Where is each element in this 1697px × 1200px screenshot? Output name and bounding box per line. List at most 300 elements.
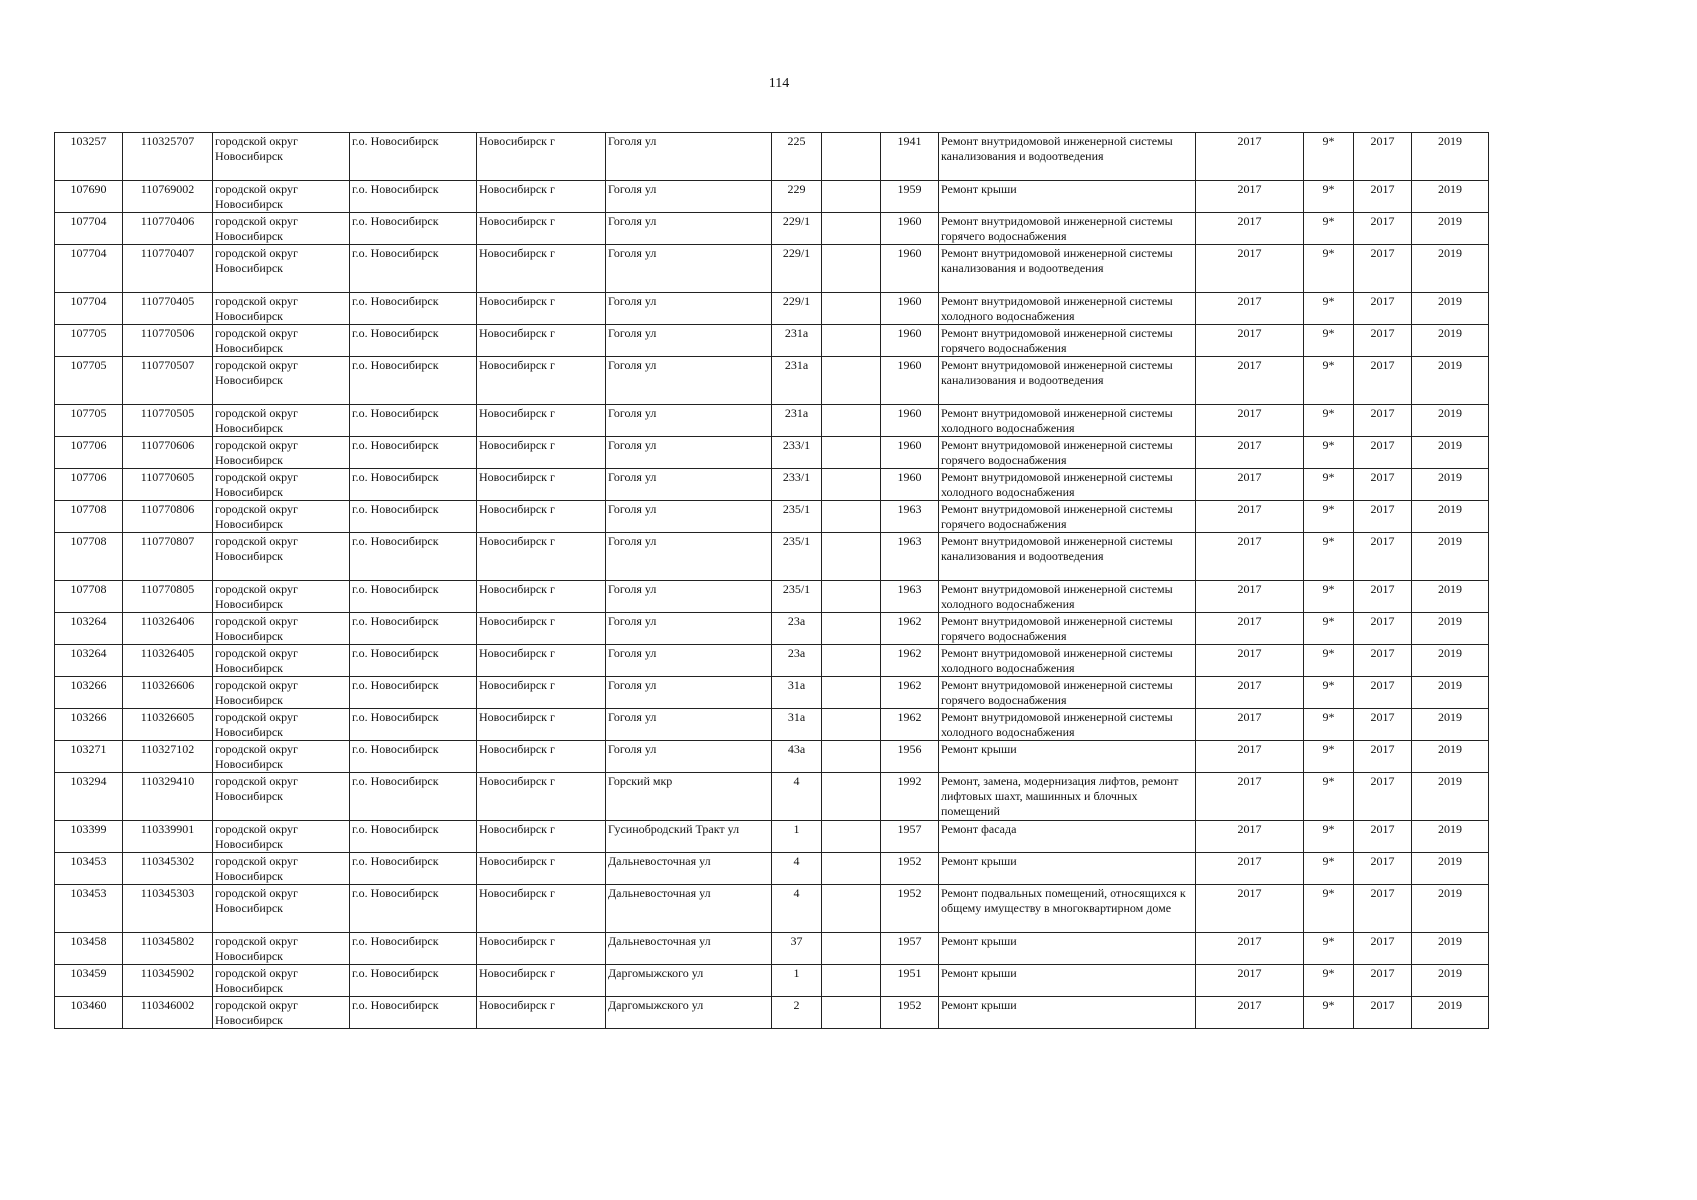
building-block-cell: [822, 501, 881, 533]
end-year-cell: 2019: [1412, 533, 1489, 581]
mark-cell: 9*: [1304, 821, 1354, 853]
work-code-cell: 110770507: [123, 357, 213, 405]
build-year-cell: 1959: [881, 181, 939, 213]
work-type-cell: Ремонт внутридомовой инженерной системы канализования и водоотведения: [939, 245, 1196, 293]
plan-year-cell: 2017: [1196, 613, 1304, 645]
mark-cell: 9*: [1304, 581, 1354, 613]
table-row: [55, 501, 1489, 533]
build-year-cell: 1963: [881, 501, 939, 533]
end-year-cell: 2019: [1412, 613, 1489, 645]
street-cell: Гоголя ул: [606, 533, 772, 581]
municipal-entity-cell: г.о. Новосибирск: [350, 501, 477, 533]
building-block-cell: [822, 773, 881, 821]
work-code-cell: 110770506: [123, 325, 213, 357]
building-block-cell: [822, 613, 881, 645]
municipal-district-cell: городской округ Новосибирск: [213, 293, 350, 325]
street-cell: Дальневосточная ул: [606, 885, 772, 933]
end-year-cell: 2019: [1412, 773, 1489, 821]
plan-year-cell: 2017: [1196, 709, 1304, 741]
start-year-cell: 2017: [1354, 581, 1412, 613]
work-type-cell: Ремонт внутридомовой инженерной системы горячего водоснабжения: [939, 613, 1196, 645]
table-row: [55, 245, 1489, 293]
municipal-district-cell: городской округ Новосибирск: [213, 933, 350, 965]
plan-year-cell: 2017: [1196, 645, 1304, 677]
plan-year-cell: 2017: [1196, 933, 1304, 965]
work-code-cell: 110329410: [123, 773, 213, 821]
municipal-district-cell: городской округ Новосибирск: [213, 357, 350, 405]
building-block-cell: [822, 677, 881, 709]
municipal-district-cell: городской округ Новосибирск: [213, 885, 350, 933]
settlement-cell: Новосибирск г: [477, 133, 606, 181]
mark-cell: 9*: [1304, 245, 1354, 293]
table-row: [55, 885, 1489, 933]
plan-year-cell: 2017: [1196, 469, 1304, 501]
work-code-cell: 110770505: [123, 405, 213, 437]
plan-year-cell: 2017: [1196, 213, 1304, 245]
table-row: [55, 293, 1489, 325]
house-number-cell: 231а: [772, 357, 822, 405]
building-block-cell: [822, 645, 881, 677]
mark-cell: 9*: [1304, 965, 1354, 997]
record-id-cell: 107705: [55, 325, 123, 357]
build-year-cell: 1941: [881, 133, 939, 181]
end-year-cell: 2019: [1412, 645, 1489, 677]
work-code-cell: 110327102: [123, 741, 213, 773]
table-row: [55, 613, 1489, 645]
build-year-cell: 1962: [881, 709, 939, 741]
table-row: [55, 181, 1489, 213]
house-number-cell: 43а: [772, 741, 822, 773]
record-id-cell: 107706: [55, 437, 123, 469]
work-code-cell: 110345902: [123, 965, 213, 997]
municipal-district-cell: городской округ Новосибирск: [213, 469, 350, 501]
end-year-cell: 2019: [1412, 741, 1489, 773]
municipal-district-cell: городской округ Новосибирск: [213, 965, 350, 997]
municipal-entity-cell: г.о. Новосибирск: [350, 133, 477, 181]
mark-cell: 9*: [1304, 501, 1354, 533]
work-type-cell: Ремонт внутридомовой инженерной системы канализования и водоотведения: [939, 533, 1196, 581]
settlement-cell: Новосибирск г: [477, 741, 606, 773]
end-year-cell: 2019: [1412, 933, 1489, 965]
municipal-entity-cell: г.о. Новосибирск: [350, 437, 477, 469]
mark-cell: 9*: [1304, 677, 1354, 709]
work-code-cell: 110770806: [123, 501, 213, 533]
settlement-cell: Новосибирск г: [477, 965, 606, 997]
end-year-cell: 2019: [1412, 501, 1489, 533]
work-type-cell: Ремонт внутридомовой инженерной системы холодного водоснабжения: [939, 645, 1196, 677]
work-type-cell: Ремонт внутридомовой инженерной системы горячего водоснабжения: [939, 501, 1196, 533]
municipal-district-cell: городской округ Новосибирск: [213, 773, 350, 821]
street-cell: Гоголя ул: [606, 181, 772, 213]
street-cell: Гоголя ул: [606, 709, 772, 741]
work-type-cell: Ремонт внутридомовой инженерной системы канализования и водоотведения: [939, 357, 1196, 405]
build-year-cell: 1992: [881, 773, 939, 821]
start-year-cell: 2017: [1354, 965, 1412, 997]
plan-year-cell: 2017: [1196, 437, 1304, 469]
end-year-cell: 2019: [1412, 853, 1489, 885]
end-year-cell: 2019: [1412, 405, 1489, 437]
mark-cell: 9*: [1304, 213, 1354, 245]
record-id-cell: 107704: [55, 213, 123, 245]
repair-register-table: [54, 132, 1489, 1029]
settlement-cell: Новосибирск г: [477, 997, 606, 1029]
start-year-cell: 2017: [1354, 885, 1412, 933]
house-number-cell: 37: [772, 933, 822, 965]
work-code-cell: 110326606: [123, 677, 213, 709]
plan-year-cell: 2017: [1196, 133, 1304, 181]
street-cell: Гоголя ул: [606, 357, 772, 405]
settlement-cell: Новосибирск г: [477, 773, 606, 821]
building-block-cell: [822, 245, 881, 293]
record-id-cell: 103257: [55, 133, 123, 181]
work-type-cell: Ремонт внутридомовой инженерной системы горячего водоснабжения: [939, 677, 1196, 709]
street-cell: Гоголя ул: [606, 325, 772, 357]
end-year-cell: 2019: [1412, 885, 1489, 933]
record-id-cell: 103458: [55, 933, 123, 965]
municipal-entity-cell: г.о. Новосибирск: [350, 293, 477, 325]
building-block-cell: [822, 469, 881, 501]
build-year-cell: 1960: [881, 293, 939, 325]
municipal-entity-cell: г.о. Новосибирск: [350, 773, 477, 821]
end-year-cell: 2019: [1412, 709, 1489, 741]
record-id-cell: 103266: [55, 677, 123, 709]
building-block-cell: [822, 437, 881, 469]
start-year-cell: 2017: [1354, 533, 1412, 581]
record-id-cell: 103264: [55, 613, 123, 645]
build-year-cell: 1962: [881, 645, 939, 677]
settlement-cell: Новосибирск г: [477, 469, 606, 501]
municipal-entity-cell: г.о. Новосибирск: [350, 965, 477, 997]
plan-year-cell: 2017: [1196, 181, 1304, 213]
building-block-cell: [822, 357, 881, 405]
street-cell: Гоголя ул: [606, 741, 772, 773]
street-cell: Дальневосточная ул: [606, 853, 772, 885]
work-code-cell: 110326405: [123, 645, 213, 677]
street-cell: Гоголя ул: [606, 133, 772, 181]
work-code-cell: 110326605: [123, 709, 213, 741]
plan-year-cell: 2017: [1196, 293, 1304, 325]
start-year-cell: 2017: [1354, 821, 1412, 853]
start-year-cell: 2017: [1354, 645, 1412, 677]
end-year-cell: 2019: [1412, 437, 1489, 469]
work-code-cell: 110770606: [123, 437, 213, 469]
start-year-cell: 2017: [1354, 501, 1412, 533]
building-block-cell: [822, 965, 881, 997]
table-row: [55, 853, 1489, 885]
start-year-cell: 2017: [1354, 709, 1412, 741]
mark-cell: 9*: [1304, 709, 1354, 741]
work-type-cell: Ремонт внутридомовой инженерной системы холодного водоснабжения: [939, 405, 1196, 437]
end-year-cell: 2019: [1412, 293, 1489, 325]
table-body: [55, 133, 1489, 1029]
end-year-cell: 2019: [1412, 245, 1489, 293]
settlement-cell: Новосибирск г: [477, 821, 606, 853]
work-code-cell: 110770405: [123, 293, 213, 325]
record-id-cell: 103453: [55, 885, 123, 933]
settlement-cell: Новосибирск г: [477, 533, 606, 581]
build-year-cell: 1951: [881, 965, 939, 997]
work-code-cell: 110770605: [123, 469, 213, 501]
work-type-cell: Ремонт крыши: [939, 997, 1196, 1029]
work-type-cell: Ремонт подвальных помещений, относящихся к общему имуществу в многоквартирном доме: [939, 885, 1196, 933]
municipal-district-cell: городской округ Новосибирск: [213, 533, 350, 581]
street-cell: Дальневосточная ул: [606, 933, 772, 965]
plan-year-cell: 2017: [1196, 581, 1304, 613]
municipal-district-cell: городской округ Новосибирск: [213, 997, 350, 1029]
house-number-cell: 1: [772, 821, 822, 853]
plan-year-cell: 2017: [1196, 965, 1304, 997]
municipal-district-cell: городской округ Новосибирск: [213, 677, 350, 709]
building-block-cell: [822, 709, 881, 741]
building-block-cell: [822, 853, 881, 885]
work-code-cell: 110345303: [123, 885, 213, 933]
end-year-cell: 2019: [1412, 469, 1489, 501]
record-id-cell: 107705: [55, 405, 123, 437]
work-type-cell: Ремонт крыши: [939, 181, 1196, 213]
settlement-cell: Новосибирск г: [477, 677, 606, 709]
start-year-cell: 2017: [1354, 133, 1412, 181]
table-row: [55, 773, 1489, 821]
start-year-cell: 2017: [1354, 437, 1412, 469]
street-cell: Гоголя ул: [606, 293, 772, 325]
table-row: [55, 677, 1489, 709]
house-number-cell: 23а: [772, 645, 822, 677]
settlement-cell: Новосибирск г: [477, 245, 606, 293]
municipal-district-cell: городской округ Новосибирск: [213, 821, 350, 853]
plan-year-cell: 2017: [1196, 853, 1304, 885]
settlement-cell: Новосибирск г: [477, 325, 606, 357]
work-code-cell: 110346002: [123, 997, 213, 1029]
work-type-cell: Ремонт крыши: [939, 741, 1196, 773]
work-code-cell: 110769002: [123, 181, 213, 213]
record-id-cell: 107706: [55, 469, 123, 501]
mark-cell: 9*: [1304, 437, 1354, 469]
end-year-cell: 2019: [1412, 677, 1489, 709]
municipal-entity-cell: г.о. Новосибирск: [350, 533, 477, 581]
record-id-cell: 103294: [55, 773, 123, 821]
start-year-cell: 2017: [1354, 245, 1412, 293]
record-id-cell: 107704: [55, 293, 123, 325]
house-number-cell: 4: [772, 853, 822, 885]
house-number-cell: 235/1: [772, 581, 822, 613]
mark-cell: 9*: [1304, 853, 1354, 885]
table-row: [55, 581, 1489, 613]
municipal-district-cell: городской округ Новосибирск: [213, 405, 350, 437]
end-year-cell: 2019: [1412, 325, 1489, 357]
mark-cell: 9*: [1304, 469, 1354, 501]
start-year-cell: 2017: [1354, 933, 1412, 965]
build-year-cell: 1952: [881, 853, 939, 885]
building-block-cell: [822, 133, 881, 181]
building-block-cell: [822, 293, 881, 325]
municipal-district-cell: городской округ Новосибирск: [213, 245, 350, 293]
house-number-cell: 231а: [772, 405, 822, 437]
record-id-cell: 107705: [55, 357, 123, 405]
settlement-cell: Новосибирск г: [477, 709, 606, 741]
municipal-entity-cell: г.о. Новосибирск: [350, 741, 477, 773]
mark-cell: 9*: [1304, 997, 1354, 1029]
mark-cell: 9*: [1304, 405, 1354, 437]
table-row: [55, 405, 1489, 437]
municipal-district-cell: городской округ Новосибирск: [213, 709, 350, 741]
house-number-cell: 233/1: [772, 437, 822, 469]
building-block-cell: [822, 405, 881, 437]
work-code-cell: 110770805: [123, 581, 213, 613]
building-block-cell: [822, 741, 881, 773]
municipal-entity-cell: г.о. Новосибирск: [350, 213, 477, 245]
work-type-cell: Ремонт внутридомовой инженерной системы холодного водоснабжения: [939, 469, 1196, 501]
municipal-entity-cell: г.о. Новосибирск: [350, 821, 477, 853]
work-type-cell: Ремонт внутридомовой инженерной системы канализования и водоотведения: [939, 133, 1196, 181]
build-year-cell: 1952: [881, 885, 939, 933]
municipal-entity-cell: г.о. Новосибирск: [350, 405, 477, 437]
building-block-cell: [822, 581, 881, 613]
build-year-cell: 1956: [881, 741, 939, 773]
build-year-cell: 1962: [881, 613, 939, 645]
work-type-cell: Ремонт крыши: [939, 933, 1196, 965]
plan-year-cell: 2017: [1196, 245, 1304, 293]
house-number-cell: 31а: [772, 677, 822, 709]
plan-year-cell: 2017: [1196, 741, 1304, 773]
page-number: 114: [768, 76, 790, 91]
mark-cell: 9*: [1304, 325, 1354, 357]
build-year-cell: 1962: [881, 677, 939, 709]
end-year-cell: 2019: [1412, 965, 1489, 997]
record-id-cell: 103459: [55, 965, 123, 997]
mark-cell: 9*: [1304, 613, 1354, 645]
mark-cell: 9*: [1304, 741, 1354, 773]
street-cell: Горский мкр: [606, 773, 772, 821]
settlement-cell: Новосибирск г: [477, 613, 606, 645]
street-cell: Гоголя ул: [606, 581, 772, 613]
settlement-cell: Новосибирск г: [477, 501, 606, 533]
work-code-cell: 110325707: [123, 133, 213, 181]
work-type-cell: Ремонт фасада: [939, 821, 1196, 853]
build-year-cell: 1960: [881, 357, 939, 405]
plan-year-cell: 2017: [1196, 325, 1304, 357]
build-year-cell: 1960: [881, 469, 939, 501]
house-number-cell: 4: [772, 773, 822, 821]
build-year-cell: 1963: [881, 581, 939, 613]
table-row: [55, 821, 1489, 853]
municipal-entity-cell: г.о. Новосибирск: [350, 613, 477, 645]
house-number-cell: 225: [772, 133, 822, 181]
start-year-cell: 2017: [1354, 773, 1412, 821]
build-year-cell: 1952: [881, 997, 939, 1029]
municipal-district-cell: городской округ Новосибирск: [213, 613, 350, 645]
work-code-cell: 110345302: [123, 853, 213, 885]
start-year-cell: 2017: [1354, 469, 1412, 501]
mark-cell: 9*: [1304, 293, 1354, 325]
end-year-cell: 2019: [1412, 581, 1489, 613]
table-row: [55, 645, 1489, 677]
house-number-cell: 235/1: [772, 501, 822, 533]
municipal-district-cell: городской округ Новосибирск: [213, 325, 350, 357]
building-block-cell: [822, 997, 881, 1029]
house-number-cell: 235/1: [772, 533, 822, 581]
municipal-entity-cell: г.о. Новосибирск: [350, 181, 477, 213]
work-type-cell: Ремонт внутридомовой инженерной системы холодного водоснабжения: [939, 709, 1196, 741]
municipal-district-cell: городской округ Новосибирск: [213, 213, 350, 245]
building-block-cell: [822, 821, 881, 853]
building-block-cell: [822, 933, 881, 965]
start-year-cell: 2017: [1354, 741, 1412, 773]
build-year-cell: 1960: [881, 437, 939, 469]
work-code-cell: 110345802: [123, 933, 213, 965]
record-id-cell: 107708: [55, 581, 123, 613]
street-cell: Гоголя ул: [606, 405, 772, 437]
street-cell: Гусинобродский Тракт ул: [606, 821, 772, 853]
plan-year-cell: 2017: [1196, 821, 1304, 853]
settlement-cell: Новосибирск г: [477, 357, 606, 405]
street-cell: Гоголя ул: [606, 645, 772, 677]
mark-cell: 9*: [1304, 133, 1354, 181]
table-row: [55, 965, 1489, 997]
municipal-district-cell: городской округ Новосибирск: [213, 501, 350, 533]
record-id-cell: 103453: [55, 853, 123, 885]
mark-cell: 9*: [1304, 533, 1354, 581]
settlement-cell: Новосибирск г: [477, 853, 606, 885]
start-year-cell: 2017: [1354, 293, 1412, 325]
mark-cell: 9*: [1304, 357, 1354, 405]
build-year-cell: 1960: [881, 405, 939, 437]
municipal-entity-cell: г.о. Новосибирск: [350, 853, 477, 885]
house-number-cell: 233/1: [772, 469, 822, 501]
municipal-district-cell: городской округ Новосибирск: [213, 741, 350, 773]
house-number-cell: 229/1: [772, 293, 822, 325]
municipal-district-cell: городской округ Новосибирск: [213, 133, 350, 181]
municipal-entity-cell: г.о. Новосибирск: [350, 245, 477, 293]
work-code-cell: 110770406: [123, 213, 213, 245]
end-year-cell: 2019: [1412, 181, 1489, 213]
start-year-cell: 2017: [1354, 853, 1412, 885]
record-id-cell: 103271: [55, 741, 123, 773]
settlement-cell: Новосибирск г: [477, 933, 606, 965]
plan-year-cell: 2017: [1196, 885, 1304, 933]
table-row: [55, 933, 1489, 965]
settlement-cell: Новосибирск г: [477, 213, 606, 245]
work-type-cell: Ремонт крыши: [939, 853, 1196, 885]
plan-year-cell: 2017: [1196, 677, 1304, 709]
municipal-entity-cell: г.о. Новосибирск: [350, 885, 477, 933]
start-year-cell: 2017: [1354, 325, 1412, 357]
mark-cell: 9*: [1304, 645, 1354, 677]
municipal-entity-cell: г.о. Новосибирск: [350, 325, 477, 357]
house-number-cell: 1: [772, 965, 822, 997]
table-row: [55, 997, 1489, 1029]
street-cell: Даргомыжского ул: [606, 965, 772, 997]
mark-cell: 9*: [1304, 773, 1354, 821]
table-row: [55, 741, 1489, 773]
settlement-cell: Новосибирск г: [477, 645, 606, 677]
work-type-cell: Ремонт внутридомовой инженерной системы горячего водоснабжения: [939, 213, 1196, 245]
house-number-cell: 4: [772, 885, 822, 933]
municipal-entity-cell: г.о. Новосибирск: [350, 709, 477, 741]
end-year-cell: 2019: [1412, 821, 1489, 853]
house-number-cell: 23а: [772, 613, 822, 645]
work-type-cell: Ремонт, замена, модернизация лифтов, ремонт лифтовых шахт, машинных и блочных помещений: [939, 773, 1196, 821]
end-year-cell: 2019: [1412, 213, 1489, 245]
street-cell: Гоголя ул: [606, 613, 772, 645]
street-cell: Гоголя ул: [606, 213, 772, 245]
plan-year-cell: 2017: [1196, 533, 1304, 581]
work-type-cell: Ремонт внутридомовой инженерной системы горячего водоснабжения: [939, 437, 1196, 469]
build-year-cell: 1963: [881, 533, 939, 581]
settlement-cell: Новосибирск г: [477, 437, 606, 469]
plan-year-cell: 2017: [1196, 357, 1304, 405]
table-row: [55, 133, 1489, 181]
mark-cell: 9*: [1304, 933, 1354, 965]
